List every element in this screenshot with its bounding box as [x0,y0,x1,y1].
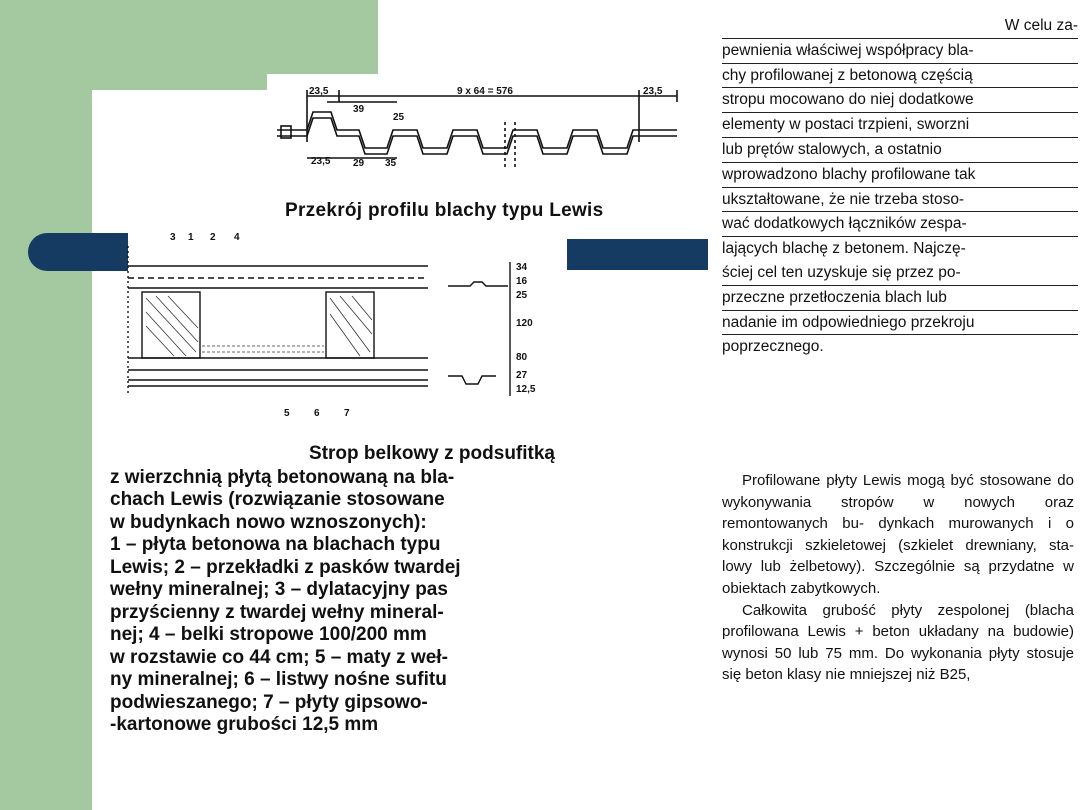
caption-line: nej; 4 – belki stropowe 100/200 mm [110,624,427,645]
caption-line: ny mineralnej; 6 – listwy nośne sufitu [110,669,447,690]
caption-line: 1 – płyta betonowa na blachach typu [110,534,441,555]
floor-label-2: 2 [210,232,216,243]
floor-dim-25: 25 [516,290,528,301]
text-line: chy profilowanej z betonową częścią [722,64,1078,89]
text-line: lub prętów stalowych, a ostatnio [722,138,1078,163]
text-line: lowy lub żelbetowy). Szczególnie są [722,558,980,576]
text-line: lających blachę z betonem. Najczę- [722,240,966,258]
floor-label-5: 5 [284,408,290,419]
caption-line: chach Lewis (rozwiązanie stosowane [110,489,445,510]
caption-line: Lewis; 2 – przekładki z pasków twardej [110,556,461,578]
caption-line: przyścienny z twardej wełny mineral- [110,601,444,623]
dim-d: 29 [353,158,365,169]
text-line: ściej cel ten uzyskuje się przez po- [722,261,1078,286]
caption-line: -kartonowe grubości 12,5 mm [110,714,379,735]
floor-label-7: 7 [344,408,350,419]
floor-label-4: 4 [234,232,240,243]
caption-line: podwieszanego; 7 – płyty gipsowo- [110,691,428,713]
caption-line: z wierzchnią płytą betonowaną na bla- [110,466,455,488]
right-bottom-text [722,470,1074,686]
caption-line: wełny mineralnej; 3 – dylatacyjny pas [110,579,448,600]
floor-caption [110,443,555,737]
floor-label-3: 3 [170,232,176,243]
profile-section-drawing [267,82,687,200]
profile-caption: Przekrój profilu blachy typu Lewis [285,200,604,221]
floor-section-drawing [108,226,568,426]
floor-label-6: 6 [314,408,320,419]
text-line: nadanie im odpowiedniego przekroju [722,311,1078,336]
text-line: wać dodatkowych łączników zespa- [722,212,1078,237]
text-line: się beton klasy nie mniejszej niż B25, [722,666,971,684]
text-line: ukształtowane, że nie trzeba stoso- [722,188,1078,213]
dim-top-center: 9 x 64 = 576 [457,86,513,97]
text-line: poprzecznego. [722,338,824,356]
text-line: układany na budowie) wynosi 50 lub [722,623,1074,662]
text-line: w nowych oraz remontowanych bu- [722,493,1074,533]
text-line: przydatne w obiektach zabytkowych. [722,558,1074,597]
caption-line: Strop belkowy z podsufitką [309,443,555,464]
floor-label-1: 1 [188,232,194,243]
floor-dim-120: 120 [516,318,533,329]
floor-dim-80: 80 [516,352,528,363]
text-line: przeczne przetłoczenia blach lub [722,286,1078,311]
dim-top-right: 23,5 [643,86,663,97]
dim-top-left: 23,5 [309,86,329,97]
text-line: 75 mm. Do wykonania płyty stosuje [825,644,1074,662]
green-band-top [0,0,378,74]
green-band-mid [92,74,267,90]
text-line: Całkowita grubość płyty zespolonej [742,601,1010,619]
text-line: dynkach murowanych i o konstrukcji [722,515,1074,554]
right-top-paragraph [722,14,1078,359]
text-line: pewnienia właściwej współpracy bla- [722,39,1078,64]
text-line: stosowane do wykonywania stropów [722,472,1074,511]
floor-dim-34: 34 [516,262,528,273]
text-line: elementy w postaci trzpieni, sworzni [722,113,1078,138]
dim-c: 23,5 [311,156,331,167]
caption-line: w rozstawie co 44 cm; 5 – maty z weł- [110,646,448,668]
caption-line: w budynkach nowo wznoszonych): [110,511,427,533]
floor-dim-27: 27 [516,370,528,381]
floor-dim-12-5: 12,5 [516,384,536,395]
text-line: Profilowane płyty Lewis mogą być [742,472,974,489]
blue-accent-bar-right [567,239,708,270]
dim-b: 25 [393,112,405,123]
text-line: szkieletowej (szkielet drewniany, sta- [805,536,1075,554]
paragraph-1 [722,470,1074,600]
dim-a: 39 [353,104,365,115]
text-line: W celu za- [722,14,1078,39]
dim-e: 35 [385,158,397,169]
green-band-left [0,74,92,810]
floor-dim-16: 16 [516,276,528,287]
text-line: (blacha profilowana Lewis + beton [722,601,1075,641]
text-line: wprowadzono blachy profilowane tak [722,163,1078,188]
paragraph-2 [722,600,1074,686]
text-line: stropu mocowano do niej dodatkowe [722,88,1078,113]
